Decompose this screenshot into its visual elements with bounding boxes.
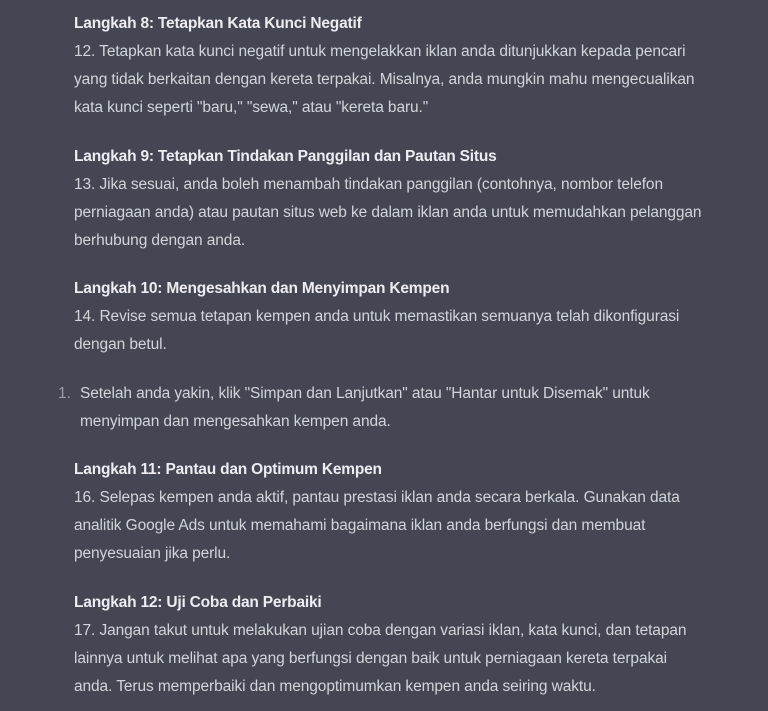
step-12-section [74, 589, 744, 701]
step-10-heading: Langkah 10: Mengesahkan dan Menyimpan Kempen [74, 280, 450, 297]
paragraph-line: perniagaan anda) atau pautan situs web ke dalam iklan anda untuk memudahkan pelanggan [74, 204, 702, 221]
paragraph-line: 12. Tetapkan kata kunci negatif untuk mengelakkan iklan anda ditunjukkan kepada pencari [74, 43, 686, 60]
list-item-text [80, 380, 748, 436]
paragraph-line: 17. Jangan takut untuk melakukan ujian coba dengan variasi iklan, kata kunci, dan tetapan [74, 622, 687, 639]
ordered-list-item [58, 380, 748, 436]
step-10-section [74, 275, 744, 359]
paragraph-line: 14. Revise semua tetapan kempen anda untuk memastikan semuanya telah dikonfigurasi [74, 308, 680, 325]
step-12-paragraph [74, 617, 744, 701]
list-marker: 1. [58, 385, 71, 402]
step-11-paragraph [74, 484, 744, 568]
paragraph-line: anda. Terus memperbaiki dan mengoptimumkan kempen anda seiring waktu. [74, 678, 596, 695]
step-8-section [74, 10, 744, 122]
paragraph-line: analitik Google Ads untuk memahami bagaimana iklan anda berfungsi dan membuat [74, 517, 646, 534]
step-9-paragraph [74, 171, 744, 255]
paragraph-line: 16. Selepas kempen anda aktif, pantau prestasi iklan anda secara berkala. Gunakan data [74, 489, 680, 506]
paragraph-line: lainnya untuk melihat apa yang berfungsi dengan baik untuk perniagaan kereta terpakai [74, 650, 667, 667]
paragraph-line: yang tidak berkaitan dengan kereta terpakai. Misalnya, anda mungkin mahu mengecualikan [74, 71, 695, 88]
paragraph-line: dengan betul. [74, 336, 167, 353]
step-8-paragraph [74, 38, 744, 122]
step-10-paragraph [74, 303, 744, 359]
paragraph-line: 13. Jika sesuai, anda boleh menambah tindakan panggilan (contohnya, nombor telefon [74, 176, 663, 193]
paragraph-line: berhubung dengan anda. [74, 232, 246, 249]
step-12-heading: Langkah 12: Uji Coba dan Perbaiki [74, 594, 322, 611]
step-9-section [74, 143, 744, 255]
list-line: menyimpan dan mengesahkan kempen anda. [80, 413, 391, 430]
step-8-heading: Langkah 8: Tetapkan Kata Kunci Negatif [74, 15, 362, 32]
paragraph-line: penyesuaian jika perlu. [74, 545, 231, 562]
step-9-heading: Langkah 9: Tetapkan Tindakan Panggilan dan Pautan Situs [74, 148, 497, 165]
step-11-section [74, 456, 744, 568]
step-11-heading: Langkah 11: Pantau dan Optimum Kempen [74, 461, 382, 478]
list-line: Setelah anda yakin, klik "Simpan dan Lanjutkan" atau "Hantar untuk Disemak" untuk [80, 385, 650, 402]
paragraph-line: kata kunci seperti "baru," "sewa," atau "kereta baru." [74, 99, 429, 116]
